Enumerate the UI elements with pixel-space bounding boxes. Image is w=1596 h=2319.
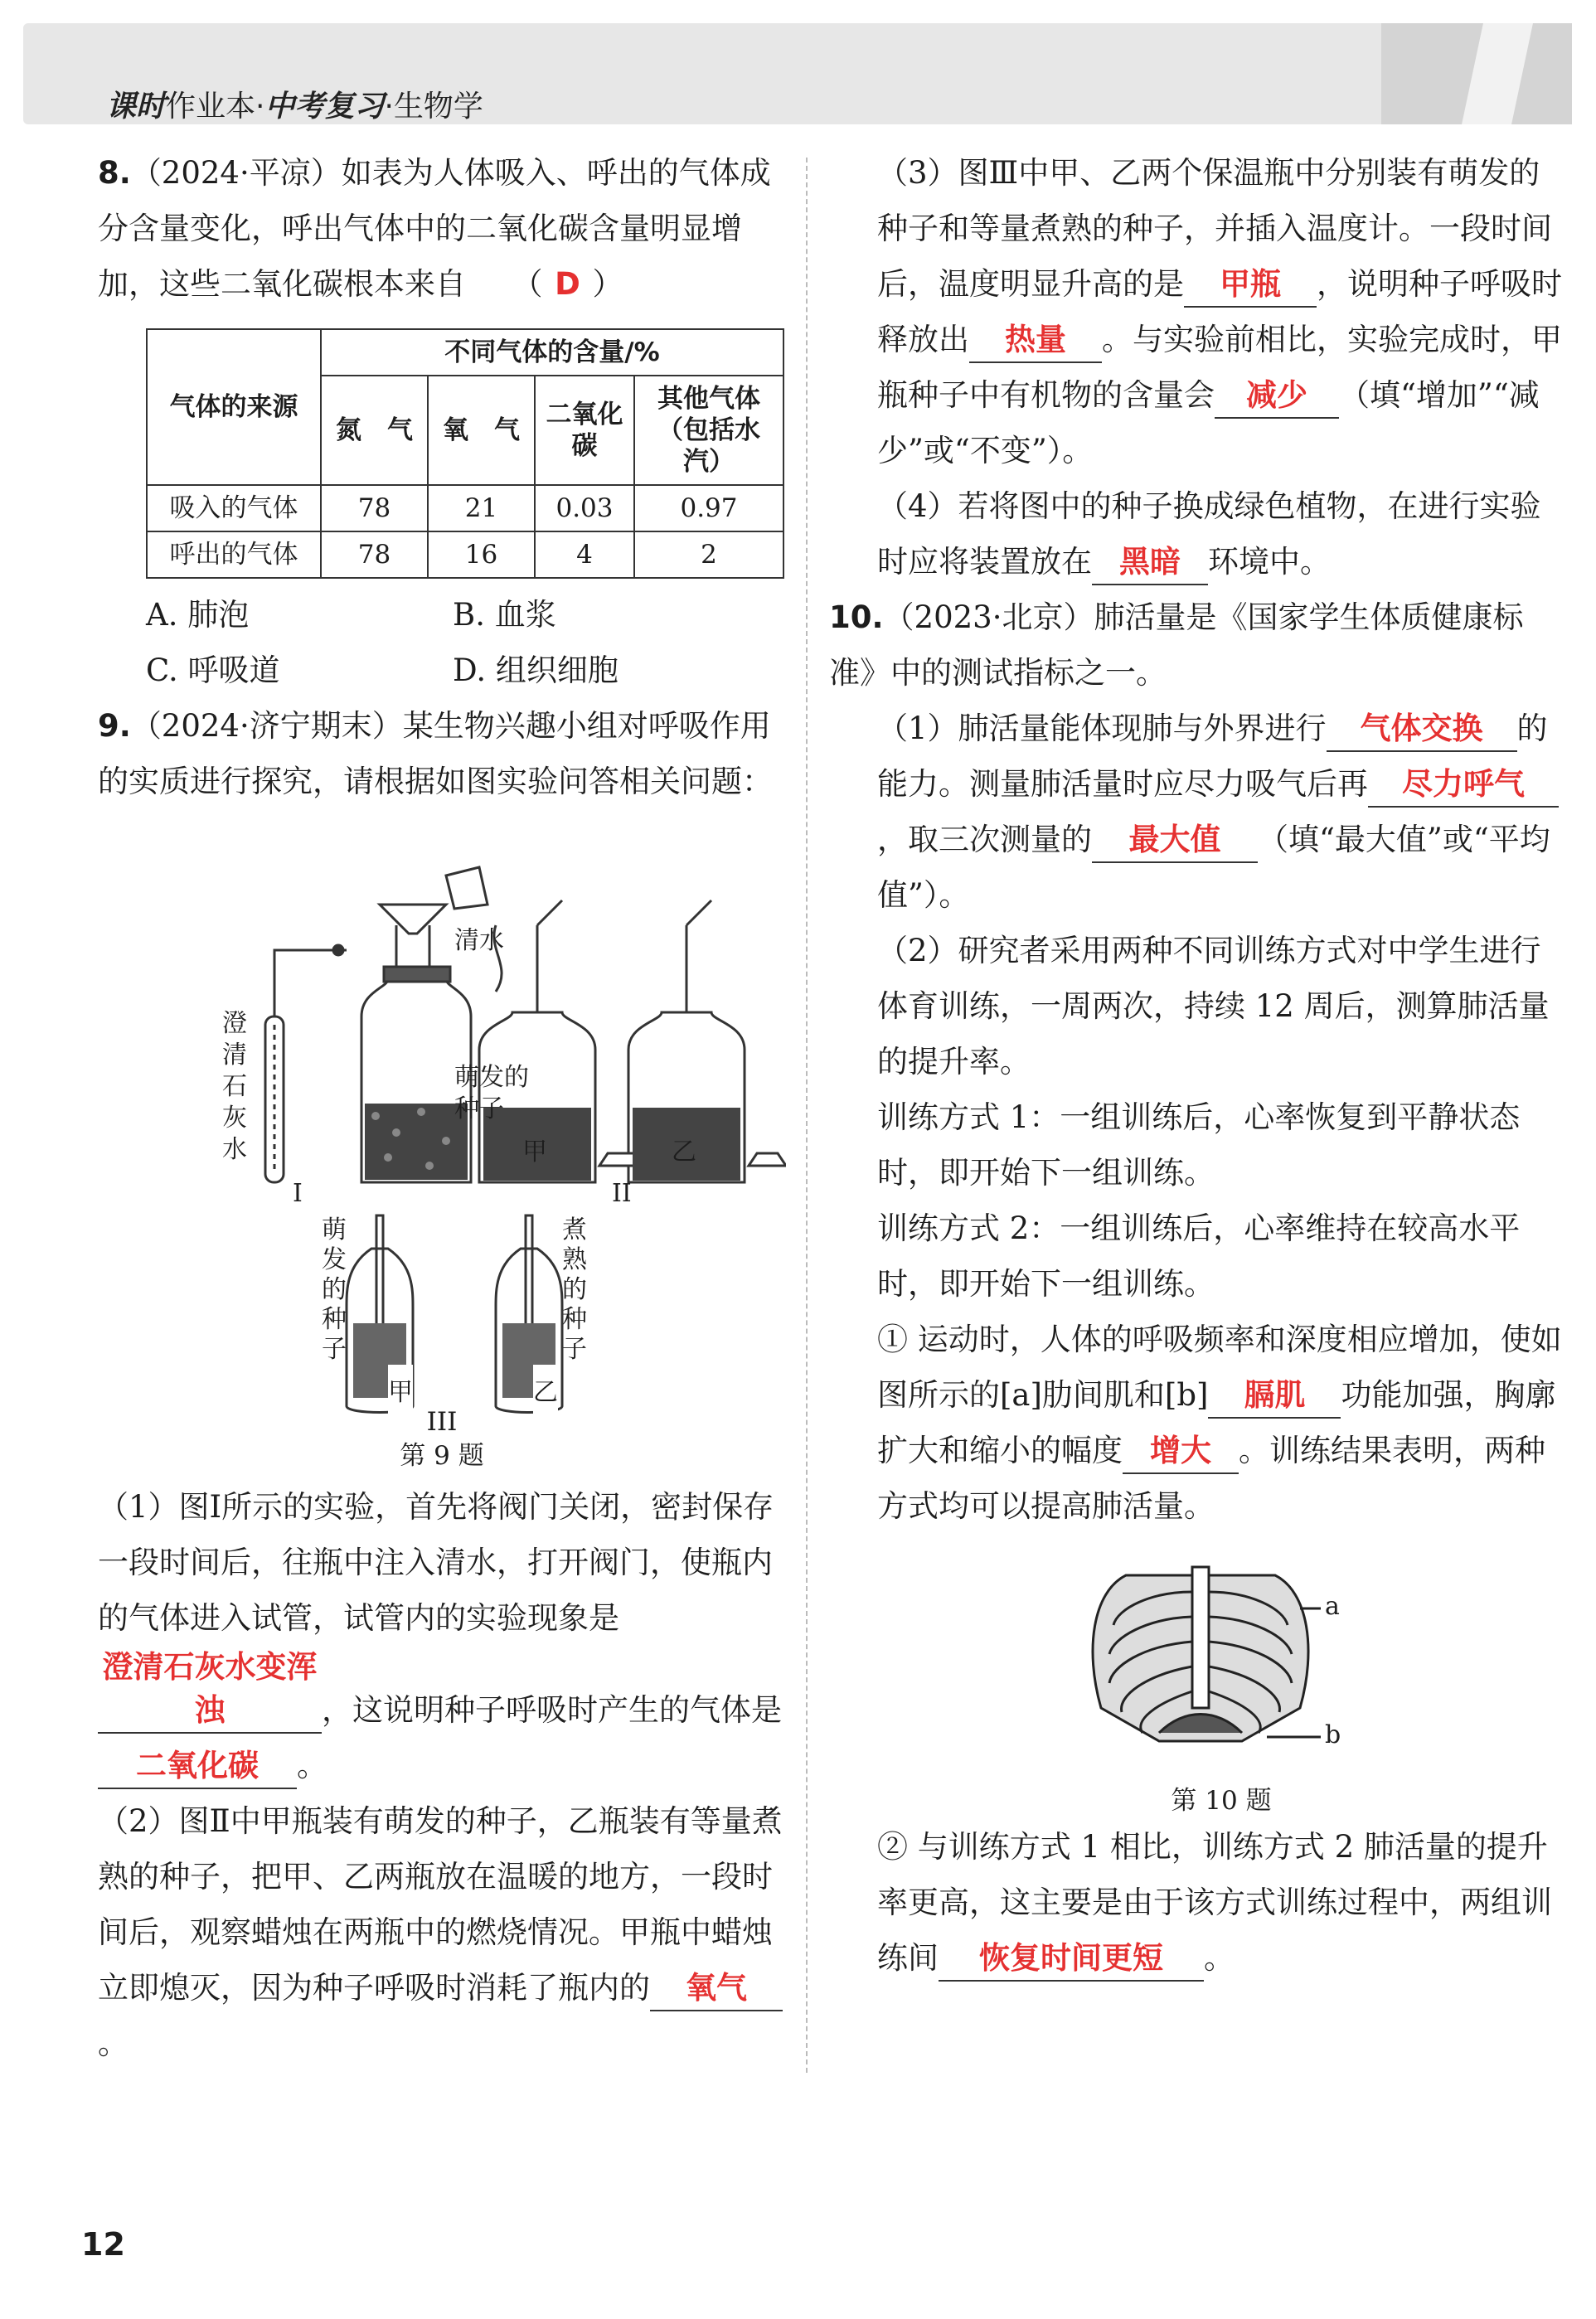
question-9-stem	[98, 698, 786, 809]
table-cell: 呼出的气体	[147, 531, 321, 578]
question-10-part-1	[877, 701, 1565, 923]
question-number: 8.	[98, 155, 131, 191]
figure-label-boiled-vertical: 煮熟的种子	[562, 1215, 587, 1364]
question-text: （2）图Ⅱ中甲瓶装有萌发的种子，乙瓶装有等量煮熟的种子，把甲、乙两瓶放在温暖的地方，一段时间后，观察蜡烛在两瓶中的燃烧情况。甲瓶中蜡烛立即熄灭，因为种子呼吸时消耗了瓶内的	[98, 1803, 783, 2006]
figure-label-III: III	[426, 1407, 458, 1437]
answer-blank: 恢复时间更短	[939, 1937, 1204, 1982]
answer-choice: D	[555, 266, 580, 302]
question-text: 环境中。	[1208, 544, 1331, 580]
question-9-part-1	[98, 1479, 786, 1793]
table-header: 其他气体（包括水汽）	[634, 376, 783, 485]
question-text: （3）图Ⅲ中甲、乙两个保温瓶中分别装有萌发的种子和等量煮熟的种子，并插入温度计。一段时间后，温度明显升高的是	[877, 155, 1552, 302]
training-mode-2: 训练方式 2：一组训练后，心率维持在较高水平时，即开始下一组训练。	[877, 1210, 1521, 1302]
question-text: 。训练结果表明，两种方式均可以提高肺活量。	[877, 1433, 1545, 1524]
question-10-sub-2	[877, 1819, 1565, 1986]
table-cell: 2	[634, 531, 783, 578]
answer-blank: 氧气	[650, 1967, 783, 2011]
answer-blank: 气体交换	[1327, 707, 1517, 752]
question-text: 功能加强，胸廓扩大和缩小的幅度	[877, 1377, 1556, 1468]
answer-blank: 热量	[969, 318, 1102, 363]
question-text: 。	[98, 2025, 129, 2061]
rib-cage-illustration	[877, 1542, 1565, 1766]
question-10-sub-1	[877, 1312, 1565, 1534]
question-text: （填“最大值”或“平均值”）。	[877, 822, 1550, 913]
figure-10	[877, 1534, 1565, 1783]
figure-label-part: 种子	[454, 1094, 504, 1123]
paren: ）	[592, 266, 623, 302]
option: B. 血浆	[453, 597, 556, 633]
question-text: ，取三次测量的	[877, 822, 1092, 857]
figure-caption: 第 9 题	[400, 1441, 484, 1471]
table-header: 氧 气	[428, 376, 535, 485]
page-number: 12	[81, 2226, 125, 2263]
figure-9	[98, 826, 786, 1414]
figure-label-water: 清水	[454, 926, 504, 955]
figure-label-I: I	[293, 1179, 303, 1208]
column-divider	[806, 158, 808, 2073]
answer-blank: 尽力呼气	[1368, 763, 1559, 808]
header-title-part: 课时	[106, 90, 167, 124]
question-text: （填“增加”“减少”或“不变”）。	[877, 377, 1540, 468]
figure-9-caption-group	[98, 1406, 786, 1474]
table-cell: 0.97	[634, 485, 783, 531]
answer-blank: 减少	[1215, 374, 1339, 419]
question-10-part-2: （2）研究者采用两种不同训练方式对中学生进行体育训练，一周两次，持续 12 周后，测算肺活量的提升率。	[877, 933, 1550, 1079]
experiment-apparatus-illustration	[98, 826, 786, 1414]
question-9-part-4	[877, 478, 1565, 589]
figure-label-limewater: 澄清石灰水	[222, 1009, 247, 1164]
question-text: （1）肺活量能体现肺与外界进行	[877, 711, 1327, 746]
table-cell: 21	[428, 485, 535, 531]
question-text: （2024·平凉）如表为人体吸入、呼出的气体成分含量变化，呼出气体中的二氧化碳含量明显增加，这些二氧化碳根本来自	[98, 155, 771, 302]
question-text: ，说明种子呼吸时释放出	[877, 266, 1562, 357]
question-text: 。与实验前相比，实验完成时，甲瓶种子中有机物的含量会	[877, 322, 1562, 413]
gas-table	[146, 328, 784, 579]
figure-label-part: 萌发的	[454, 1063, 529, 1092]
question-number: 10.	[829, 599, 884, 635]
figure-label-sprouted-seeds	[454, 1062, 529, 1125]
table-row	[147, 531, 783, 578]
question-8-stem	[98, 145, 786, 312]
answer-blank: 澄清石灰水变浑浊	[98, 1646, 322, 1734]
option: D. 组织细胞	[453, 653, 619, 688]
table-cell: 4	[535, 531, 634, 578]
figure-label-sprouted-vertical: 萌发的种子	[322, 1215, 347, 1364]
figure-label-yi: 乙	[672, 1138, 696, 1167]
figure-label-II: II	[612, 1179, 632, 1208]
answer-blank: 甲瓶	[1184, 263, 1317, 308]
table-cell: 16	[428, 531, 535, 578]
table-cell: 78	[321, 485, 428, 531]
question-text: ，这说明种子呼吸时产生的气体是	[322, 1692, 782, 1728]
figure-label-yi: 乙	[533, 1365, 558, 1420]
header-title-part: 中考复习	[264, 90, 385, 124]
question-text: （2024·济宁期末）某生物兴趣小组对呼吸作用的实质进行探究，请根据如图实验问答相关问题：	[98, 708, 773, 799]
table-cell: 0.03	[535, 485, 634, 531]
question-text: （1）图Ⅰ所示的实验，首先将阀门关闭，密封保存一段时间后，往瓶中注入清水，打开阀门，使瓶内的气体进入试管，试管内的实验现象是	[98, 1489, 774, 1636]
question-9-part-2	[98, 1793, 786, 2071]
table-cell: 78	[321, 531, 428, 578]
option: C. 呼吸道	[146, 653, 280, 688]
answer-blank: 增大	[1123, 1429, 1239, 1474]
figure-caption: 第 10 题	[1171, 1786, 1272, 1816]
left-column	[98, 145, 786, 2071]
option: A. 肺泡	[146, 597, 250, 633]
question-text: （2023·北京）肺活量是《国家学生体质健康标准》中的测试指标之一。	[829, 599, 1524, 691]
question-text: （4）若将图中的种子换成绿色植物，在进行实验时应将装置放在	[877, 488, 1541, 580]
training-mode-1: 训练方式 1：一组训练后，心率恢复到平静状态时，即开始下一组训练。	[877, 1099, 1521, 1191]
header-title-part: ·生物学	[384, 90, 483, 124]
question-number: 9.	[98, 708, 131, 744]
header-title	[106, 83, 483, 125]
answer-blank: 黑暗	[1092, 541, 1208, 585]
right-column	[829, 145, 1565, 1986]
table-row	[147, 485, 783, 531]
figure-label-jia: 甲	[522, 1138, 547, 1167]
paren: （	[527, 266, 543, 302]
question-9-part-3	[877, 145, 1565, 478]
table-header: 气体的来源	[147, 329, 321, 485]
question-text: ② 与训练方式 1 相比，训练方式 2 肺活量的提升率更高，这主要是由于该方式训练过程中，两组训练间	[877, 1829, 1552, 1976]
page-header	[23, 23, 1572, 124]
table-header: 二氧化碳	[535, 376, 634, 485]
question-10-stem	[829, 589, 1565, 701]
table-cell: 吸入的气体	[147, 485, 321, 531]
question-text: 。	[297, 1748, 327, 1783]
question-text: 。	[1204, 1940, 1235, 1976]
answer-blank: 最大值	[1092, 818, 1258, 863]
figure-label-jia: 甲	[388, 1365, 413, 1420]
figure-label-b: b	[1325, 1720, 1341, 1749]
table-header: 氮 气	[321, 376, 428, 485]
answer-blank: 膈肌	[1208, 1374, 1341, 1419]
options-list	[146, 587, 786, 698]
question-text: ① 运动时，人体的呼吸频率和深度相应增加，使如图所示的[a]肋间肌和[b]	[877, 1322, 1562, 1413]
question-text: 的能力。测量肺活量时应尽力吸气后再	[877, 711, 1548, 802]
table-header: 不同气体的含量/%	[321, 329, 783, 376]
figure-label-a: a	[1325, 1592, 1340, 1621]
header-title-part: 作业本·	[166, 90, 265, 124]
answer-blank: 二氧化碳	[98, 1744, 297, 1789]
